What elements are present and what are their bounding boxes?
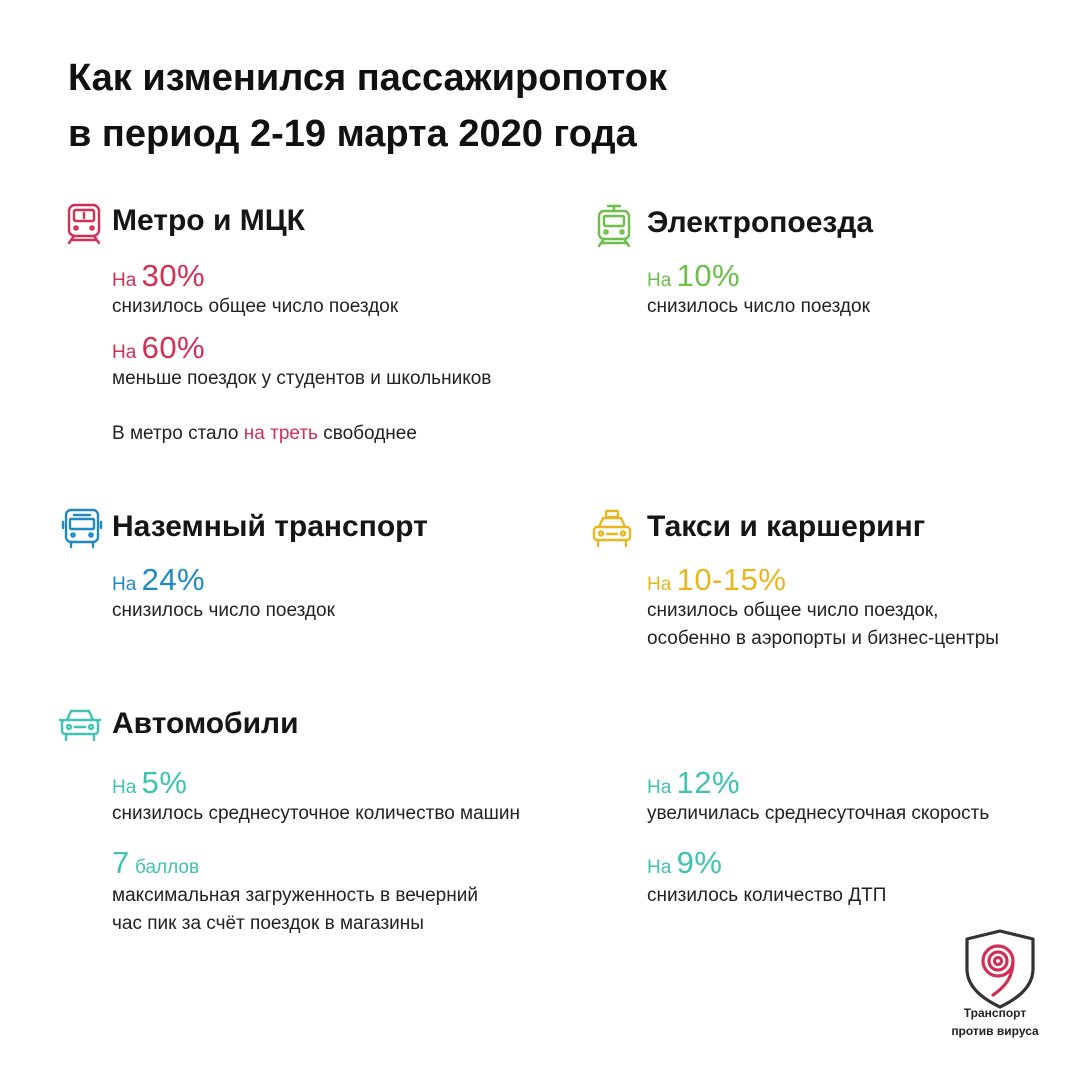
train-stat-1-value: 10% — [676, 258, 741, 293]
train-stat-1-desc: снизилось число поездок — [647, 296, 870, 317]
metro-stat-2-desc: меньше поездок у студентов и школьников — [112, 368, 492, 389]
page-title — [68, 50, 667, 162]
ground-stat-1-value: 24% — [141, 562, 206, 597]
cars-stat-4-value: 9% — [676, 845, 723, 880]
shield-logo-icon — [955, 925, 1045, 1015]
cars-stat-4-prefix: На — [647, 857, 677, 878]
cars-stat-3-desc: увеличилась среднесуточная скорость — [647, 803, 990, 824]
ground-section-title: Наземный транспорт — [112, 510, 428, 543]
cars-stat-1-value: 5% — [141, 765, 188, 800]
ground-stat-1-desc: снизилось число поездок — [112, 600, 335, 621]
logo-caption — [930, 1004, 1060, 1040]
bus-icon — [60, 506, 104, 550]
taxi-section-title: Такси и каршеринг — [647, 510, 926, 543]
metro-stat-1-prefix: На — [112, 270, 142, 291]
metro-note-after: свободнее — [317, 423, 417, 444]
ground-stat-1 — [112, 562, 205, 598]
cars-stat-2-suffix: баллов — [129, 857, 200, 878]
logo-line-1: Транспорт — [963, 1006, 1027, 1020]
cars-stat-3-value: 12% — [676, 765, 741, 800]
title-line-1: Как изменился пассажиропоток — [68, 57, 667, 99]
cars-stat-4 — [647, 845, 722, 881]
cars-stat-2 — [112, 845, 199, 881]
metro-stat-1-value: 30% — [141, 258, 206, 293]
cars-stat-2-value: 7 — [112, 845, 130, 880]
metro-stat-2 — [112, 330, 205, 366]
metro-note-before: В метро стало — [112, 423, 244, 444]
metro-stat-1 — [112, 258, 205, 294]
car-icon — [58, 702, 102, 746]
electric-train-icon — [592, 204, 636, 248]
logo-line-2: против вируса — [951, 1024, 1039, 1038]
cars-stat-3 — [647, 765, 740, 801]
metro-note-highlight: на треть — [243, 423, 318, 444]
cars-section-title: Автомобили — [112, 707, 299, 740]
metro-stat-2-prefix: На — [112, 342, 142, 363]
title-line-2: в период 2-19 марта 2020 года — [68, 113, 637, 155]
cars-stat-3-prefix: На — [647, 777, 677, 798]
metro-note — [112, 419, 417, 449]
metro-stat-1-desc: снизилось общее число поездок — [112, 296, 399, 317]
taxi-stat-1-desc-1: снизилось общее число поездок, — [647, 600, 939, 621]
train-section-title: Электропоезда — [647, 206, 874, 239]
taxi-icon — [590, 508, 634, 552]
cars-stat-4-desc: снизилось количество ДТП — [647, 885, 887, 906]
metro-train-icon — [62, 202, 106, 246]
taxi-stat-1-prefix: На — [647, 574, 677, 595]
taxi-stat-1 — [647, 562, 786, 598]
metro-stat-2-value: 60% — [141, 330, 206, 365]
cars-stat-1 — [112, 765, 187, 801]
ground-stat-1-prefix: На — [112, 574, 142, 595]
cars-stat-1-prefix: На — [112, 777, 142, 798]
cars-stat-1-desc: снизилось среднесуточное количество машин — [112, 803, 521, 824]
cars-stat-2-desc-2: час пик за счёт поездок в магазины — [112, 913, 424, 934]
metro-section-title: Метро и МЦК — [112, 204, 305, 237]
train-stat-1 — [647, 258, 740, 294]
taxi-stat-1-desc-2: особенно в аэропорты и бизнес-центры — [647, 628, 999, 649]
train-stat-1-prefix: На — [647, 270, 677, 291]
taxi-stat-1-value: 10-15% — [676, 562, 787, 597]
cars-stat-2-desc-1: максимальная загруженность в вечерний — [112, 885, 478, 906]
